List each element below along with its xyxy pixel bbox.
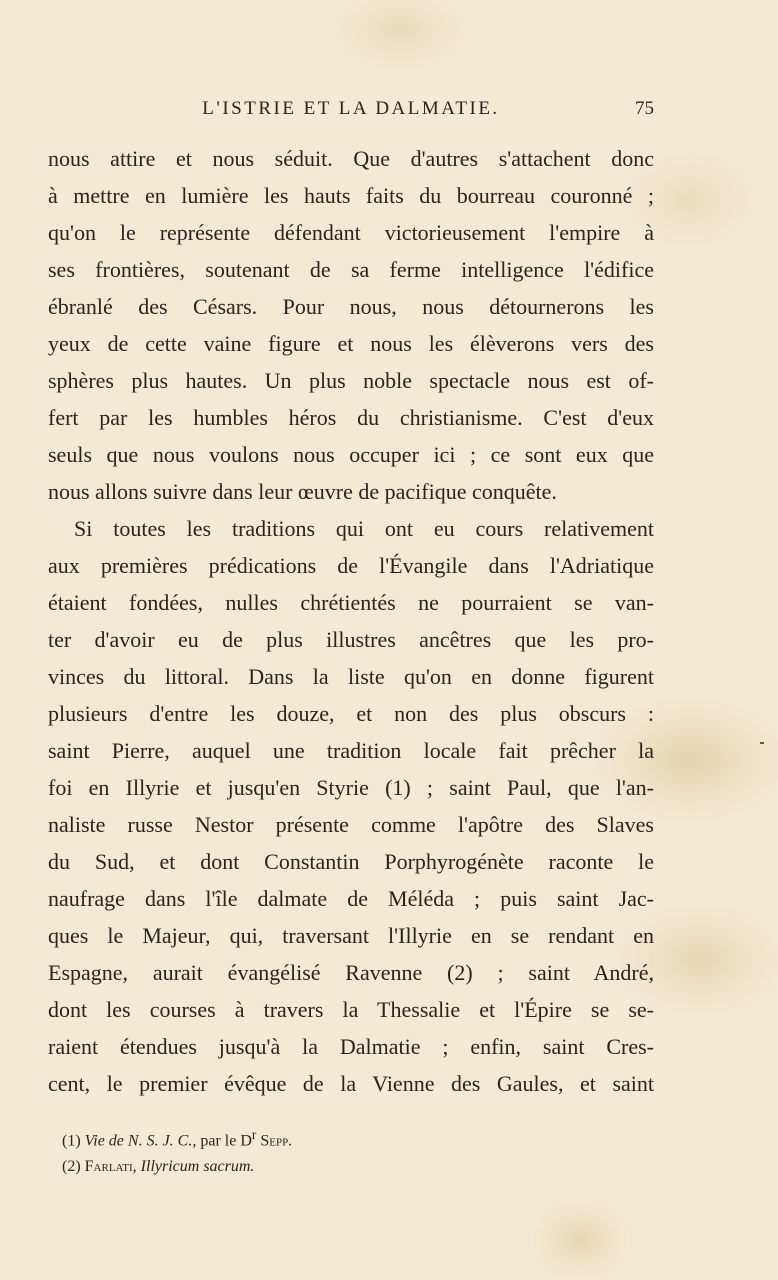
text-line: ter d'avoir eu de plus illustres ancêtres que les pro-	[48, 627, 654, 652]
footnote-author: Farlati,	[84, 1158, 137, 1176]
text-line: du Sud, et dont Constantin Porphyrogénète raconte le	[48, 849, 654, 874]
running-head	[48, 98, 654, 128]
text-line: cent, le premier évêque de la Vienne des Gaules, et saint	[48, 1071, 654, 1096]
footnote-title: Illyricum sacrum.	[140, 1158, 255, 1176]
text-line: Espagne, aurait évangélisé Ravenne (2) ; saint André,	[48, 960, 654, 985]
footnote-author: Sepp.	[260, 1132, 293, 1150]
footnote-by: par le D	[200, 1132, 252, 1150]
text-line: à mettre en lumière les hauts faits du bourreau couronné ;	[48, 183, 654, 208]
text-line: raient étendues jusqu'à la Dalmatie ; enfin, saint Cres-	[48, 1034, 654, 1059]
text-line: plusieurs d'entre les douze, et non des plus obscurs :	[48, 701, 654, 726]
text-line: saint Pierre, auquel une tradition locale fait prêcher la	[48, 738, 654, 763]
text-line: foi en Illyrie et jusqu'en Styrie (1) ; saint Paul, que l'an-	[48, 775, 654, 800]
text-line: ses frontières, soutenant de sa ferme intelligence l'édifice	[48, 257, 654, 282]
footnote-marker: (2)	[62, 1158, 81, 1176]
text-line: ébranlé des Césars. Pour nous, nous détournerons les	[48, 294, 654, 319]
text-line: naliste russe Nestor présente comme l'apôtre des Slaves	[48, 812, 654, 837]
text-line: dont les courses à travers la Thessalie et l'Épire se se-	[48, 997, 654, 1022]
text-line: étaient fondées, nulles chrétientés ne pourraient se van-	[48, 590, 654, 615]
body-text	[48, 140, 654, 1102]
text-line: fert par les humbles héros du christianisme. C'est d'eux	[48, 405, 654, 430]
text-line: aux premières prédications de l'Évangile dans l'Adriatique	[48, 553, 654, 578]
text-line: sphères plus hautes. Un plus noble spectacle nous est of-	[48, 368, 654, 393]
text-line: vinces du littoral. Dans la liste qu'on en donne figurent	[48, 664, 654, 689]
text-line: nous allons suivre dans leur œuvre de pacifique conquête.	[48, 479, 557, 504]
footnote-2	[62, 1154, 622, 1180]
text-line: yeux de cette vaine figure et nous les élèverons vers des	[48, 331, 654, 356]
margin-mark	[760, 742, 764, 744]
text-line: nous attire et nous séduit. Que d'autres s'attachent donc	[48, 146, 654, 171]
text-line: naufrage dans l'île dalmate de Méléda ; puis saint Jac-	[48, 886, 654, 911]
footnote-1	[62, 1122, 622, 1154]
text-line: ques le Majeur, qui, traversant l'Illyrie en se rendant en	[48, 923, 654, 948]
page-number: 75	[635, 98, 654, 119]
footnote-marker: (1)	[62, 1132, 81, 1150]
text-line: seuls que nous voulons nous occuper ici ; ce sont eux que	[48, 442, 654, 467]
footnote-title: Vie de N. S. J. C.,	[84, 1132, 197, 1150]
running-title: L'ISTRIE ET LA DALMATIE.	[202, 98, 500, 119]
text-line: Si toutes les traditions qui ont eu cours relativement	[74, 516, 654, 541]
footnote-sup: r	[251, 1127, 257, 1142]
text-line: qu'on le représente défendant victorieusement l'empire à	[48, 220, 654, 245]
footnotes	[62, 1122, 622, 1180]
